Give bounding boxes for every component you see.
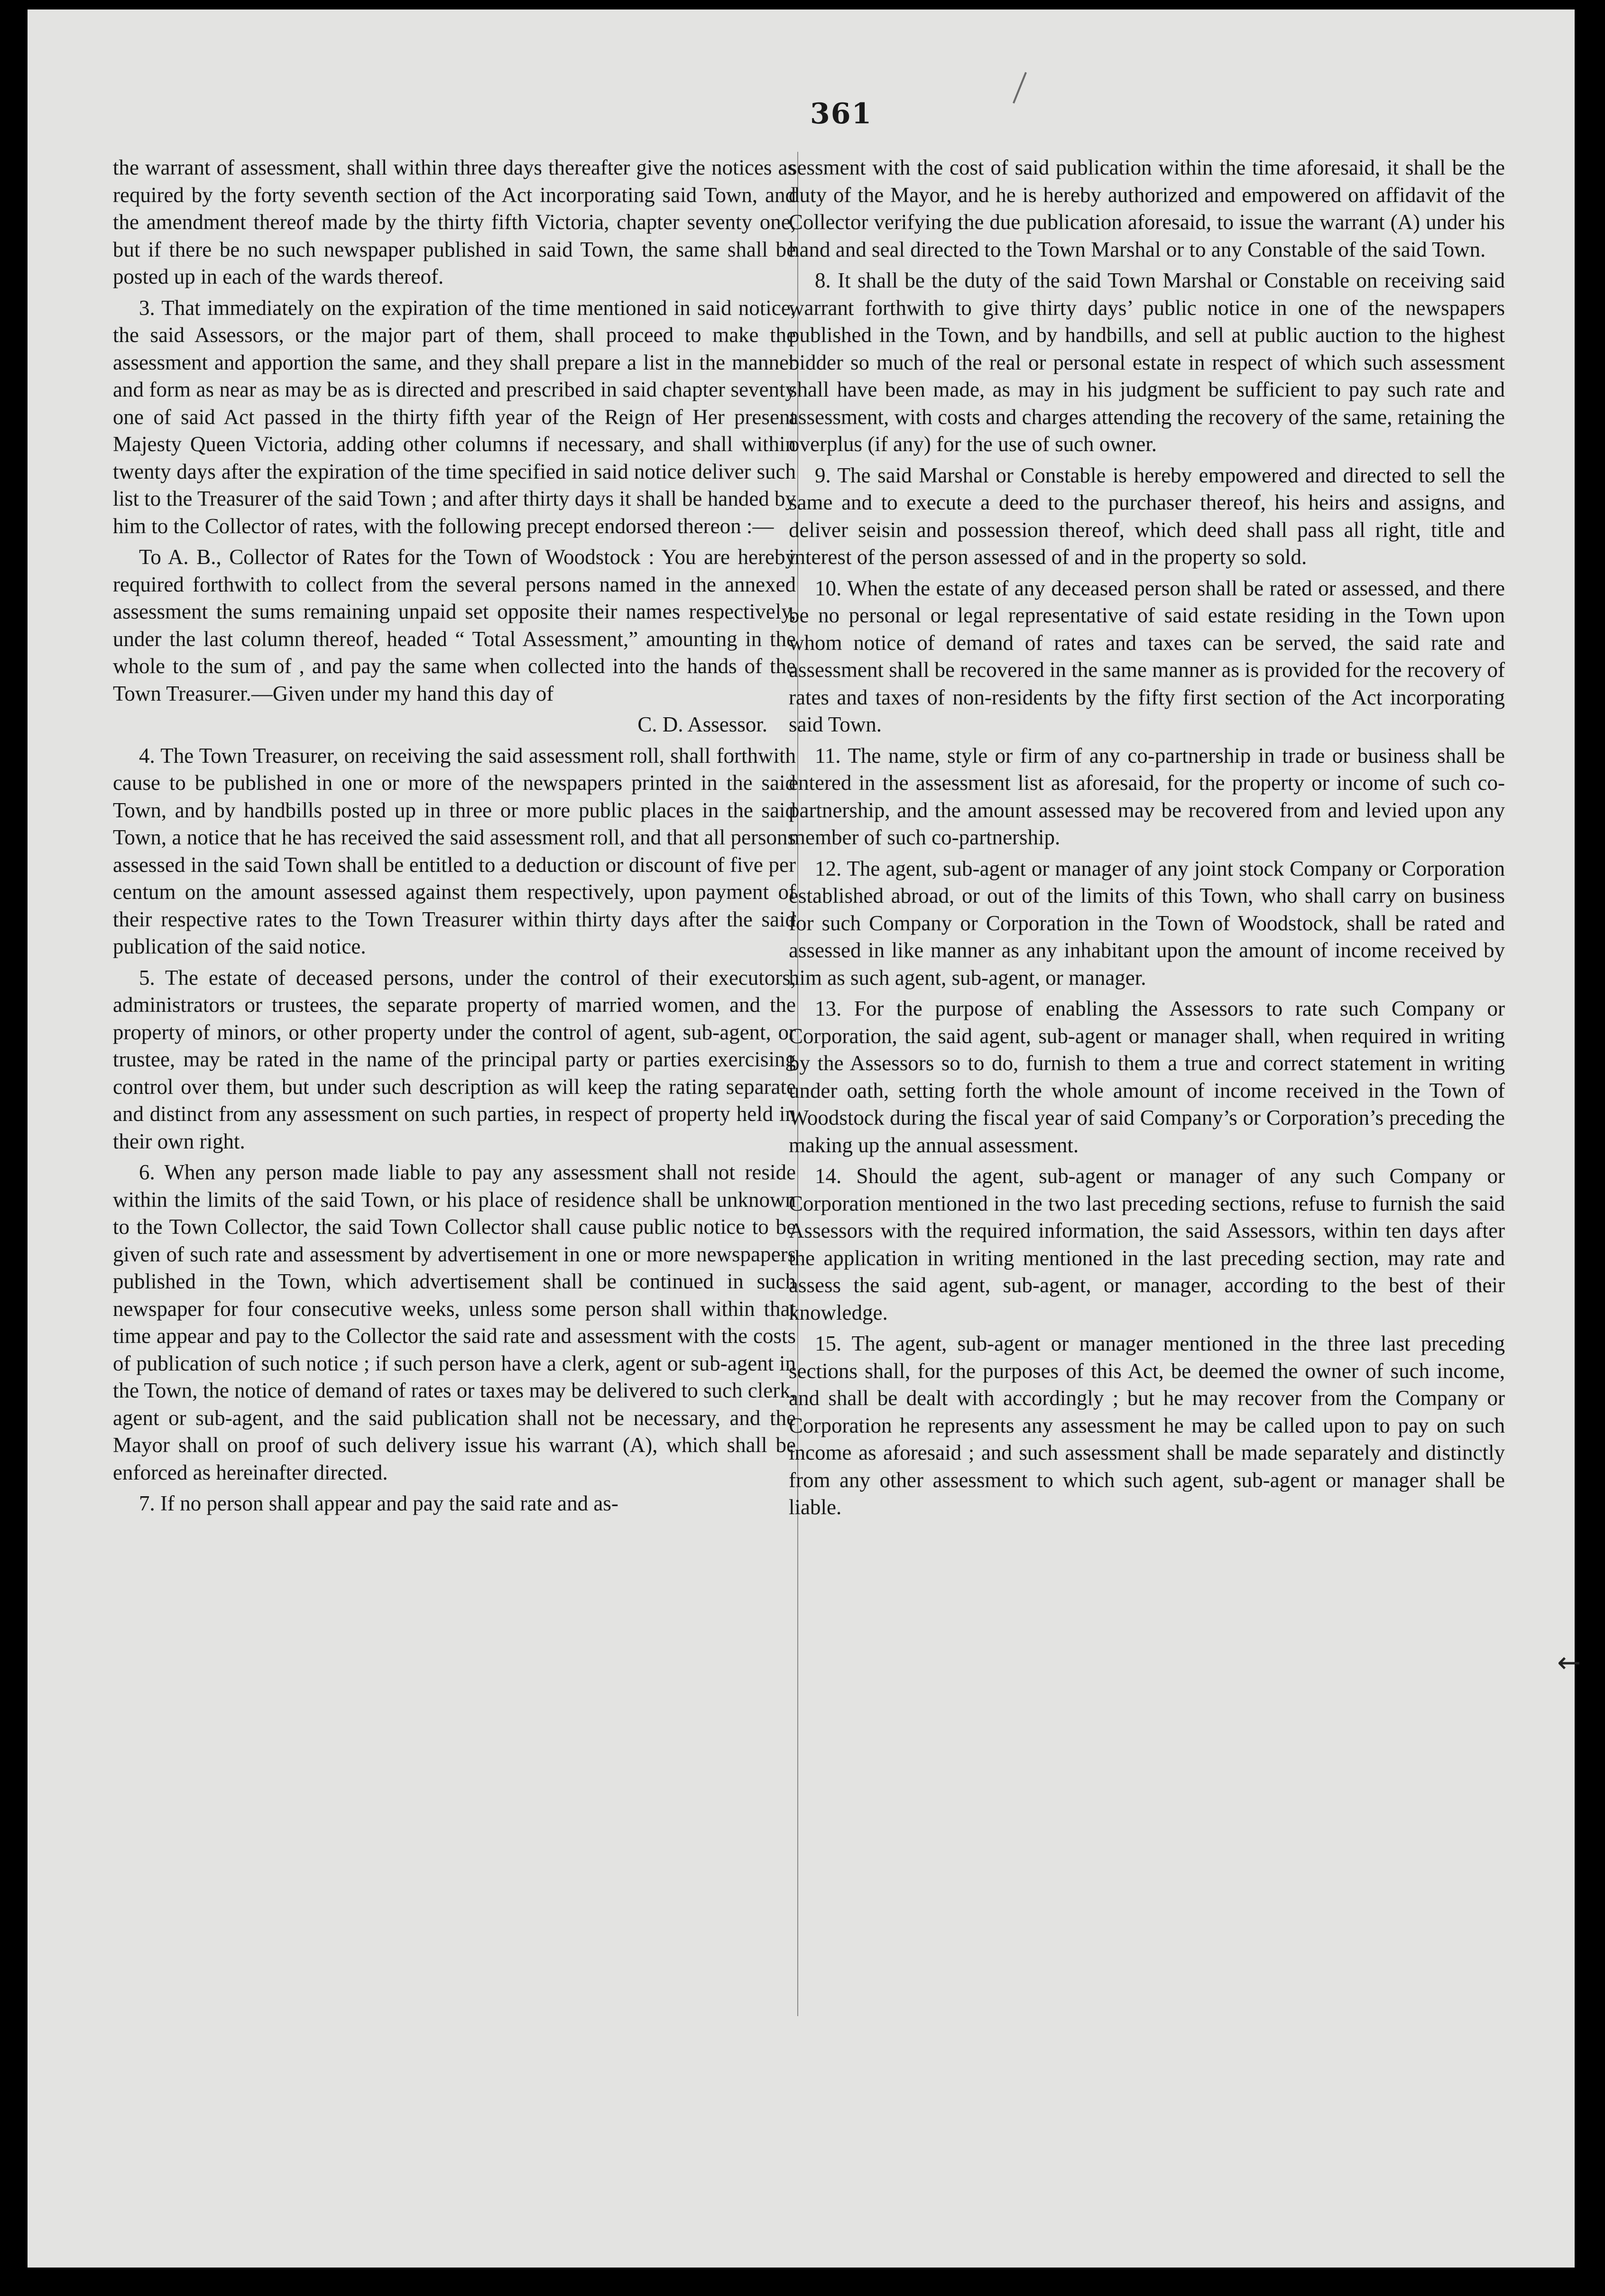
paragraph: 5. The estate of deceased persons, under the control of their executors, administrators or trustees, the separate property of married women, and the property of minors, or other property under the control of agent, sub-agent, or trustee, may be rated in the name of the principal party or parties exercising control over them, but under such description as will keep the rating separate and distinct from any assessment on such parties, in respect of property held in their own right. <box>113 965 796 1153</box>
paragraph: 3. That immediately on the expiration of the time mentioned in said notice, the said Assessors, or the major part of them, shall proceed to make the assessment and apportion the same, and they shall prepare a list in the manner and form as near as may be as is directed and prescribed in said chapter seventy one of said Act passed in the thirty fifth year of the Reign of Her present Majesty Queen Victoria, adding other columns if necessary, and shall within twenty days after the expiration of the time specified in said notice deliver such list to the Treasurer of the said Town ; and after thirty days it shall be handed by him to the Collector of rates, with the following precept endorsed thereon :— <box>113 296 796 538</box>
paragraph: 15. The agent, sub-agent or manager mentioned in the three last preceding sections shall, for the purposes of this Act, be deemed the owner of such income, and shall be dealt with accordingly ; but he may recover from the Company or Corporation he represents any assessment he may be called upon to pay on such income as aforesaid ; and such assessment shall be made separately and distinctly from any other assessment to which such agent, sub-agent or manager shall be liable. <box>789 1332 1505 1519</box>
paragraph: sessment with the cost of said publication within the time aforesaid, it shall be the duty of the Mayor, and he is hereby authorized and empowered on affidavit of the Collector verifying the due publication aforesaid, to issue the warrant (A) under his hand and seal directed to the Town Marshal or to any Constable of the said Town. <box>789 156 1505 261</box>
paragraph: 12. The agent, sub-agent or manager of any joint stock Company or Corporation established abroad, or out of the limits of this Town, who shall carry on business for such Company or Corporation in the Town of Woodstock, shall be rated and assessed in like manner as any inhabitant upon the amount of income received by him as such agent, sub-agent, or manager. <box>789 856 1505 990</box>
paragraph: 11. The name, style or firm of any co-partnership in trade or business shall be entered in the assessment list as aforesaid, for the property or income of such co-partnership, and the amount assessed may be recovered from and levied upon any member of such co-partnership. <box>789 743 1505 849</box>
signature-line: C. D. Assessor. <box>637 713 767 736</box>
right-column <box>789 154 1505 1525</box>
left-column <box>113 154 796 1521</box>
paragraph: 9. The said Marshal or Constable is hereby empowered and directed to sell the same and to execute a deed to the purchaser thereof, his heirs and assigns, and deliver seisin and possession thereof, which deed shall pass all right, title and interest of the person assessed of and in the property so sold. <box>789 463 1505 569</box>
paragraph: 6. When any person made liable to pay any assessment shall not reside within the limits of the said Town, or his place of residence shall be unknown to the Town Collector, the said Town Collector shall cause public notice to be given of such rate and assessment by advertisement in one or more newspapers published in the Town, which advertisement shall be continued in such newspaper for four consecutive weeks, unless some person shall within that time appear and pay to the Collector the said rate and assessment with the costs of publication of such notice ; if such person have a clerk, agent or sub-agent in the Town, the notice of demand of rates or taxes may be delivered to such clerk, agent or sub-agent, and the said publication shall not be necessary, and the Mayor shall on proof of such delivery issue his warrant (A), which shall be enforced as hereinafter directed. <box>113 1160 796 1484</box>
paragraph: To A. B., Collector of Rates for the Town of Woodstock : You are hereby required forthwith to collect from the several persons named in the annexed assessment the sums remaining unpaid set opposite their names respectively, under the last column thereof, headed “ Total Assessment,” amounting in the whole to the sum of , and pay the same when collected into the hands of the Town Treasurer.—Given under my hand this day of <box>113 545 796 705</box>
paragraph: 14. Should the agent, sub-agent or manager of any such Company or Corporation mentioned in the two last preceding sections, refuse to furnish the said Assessors with the required information, the said Assessors, within ten days after the application in writing mentioned in the last preceding section, may rate and assess the said agent, sub-agent, or manager, according to the best of their knowledge. <box>789 1164 1505 1324</box>
paragraph: 8. It shall be the duty of the said Town Marshal or Constable on receiving said warrant forthwith to give thirty days’ public notice in one of the newspapers published in the Town, and by handbills, and sell at public auction to the highest bidder so much of the real or personal estate in respect of which such assessment shall have been made, as may in his judgment be sufficient to pay such rate and assessment, with costs and charges attending the recovery of the same, retaining the overplus (if any) for the use of such owner. <box>789 268 1505 456</box>
paragraph: 10. When the estate of any deceased person shall be rated or assessed, and there be no personal or legal representative of said estate residing in the Town upon whom notice of demand of rates and taxes can be served, the said rate and assessment shall be recovered in the same manner as is provided for the recovery of rates and taxes of non-residents by the fifty first section of the Act incorporating said Town. <box>789 576 1505 736</box>
paragraph: 13. For the purpose of enabling the Assessors to rate such Company or Corporation, the said agent, sub-agent or manager shall, when required in writing by the Assessors so to do, furnish to them a true and correct statement in writing under oath, setting forth the whole amount of income received in the Town of Woodstock during the fiscal year of said Company’s or Corporation’s preceding the making up the annual assessment. <box>789 997 1505 1157</box>
paragraph: the warrant of assessment, shall within three days thereafter give the notices as required by the forty seventh section of the Act incorporating said Town, and the amendment thereof made by the thirty fifth Victoria, chapter seventy one, but if there be no such newspaper published in said Town, the same shall be posted up in each of the wards thereof. <box>113 156 796 288</box>
paragraph: 7. If no person shall appear and pay the said rate and as- <box>139 1491 618 1515</box>
page-number: 361 <box>810 97 873 130</box>
margin-arrow-icon: ← <box>1557 1646 1581 1679</box>
paragraph: 4. The Town Treasurer, on receiving the said assessment roll, shall forthwith cause to be published in one or more of the newspapers printed in the said Town, and by handbills posted up in three or more public places in the said Town, a notice that he has received the said assessment roll, and that all persons assessed in the said Town shall be entitled to a deduction or discount of five per centum on the amount assessed against them respectively, upon payment of their respective rates to the Town Treasurer within thirty days after the said publication of the said notice. <box>113 743 796 958</box>
pen-mark <box>1013 72 1027 103</box>
scanned-page <box>28 9 1581 2268</box>
